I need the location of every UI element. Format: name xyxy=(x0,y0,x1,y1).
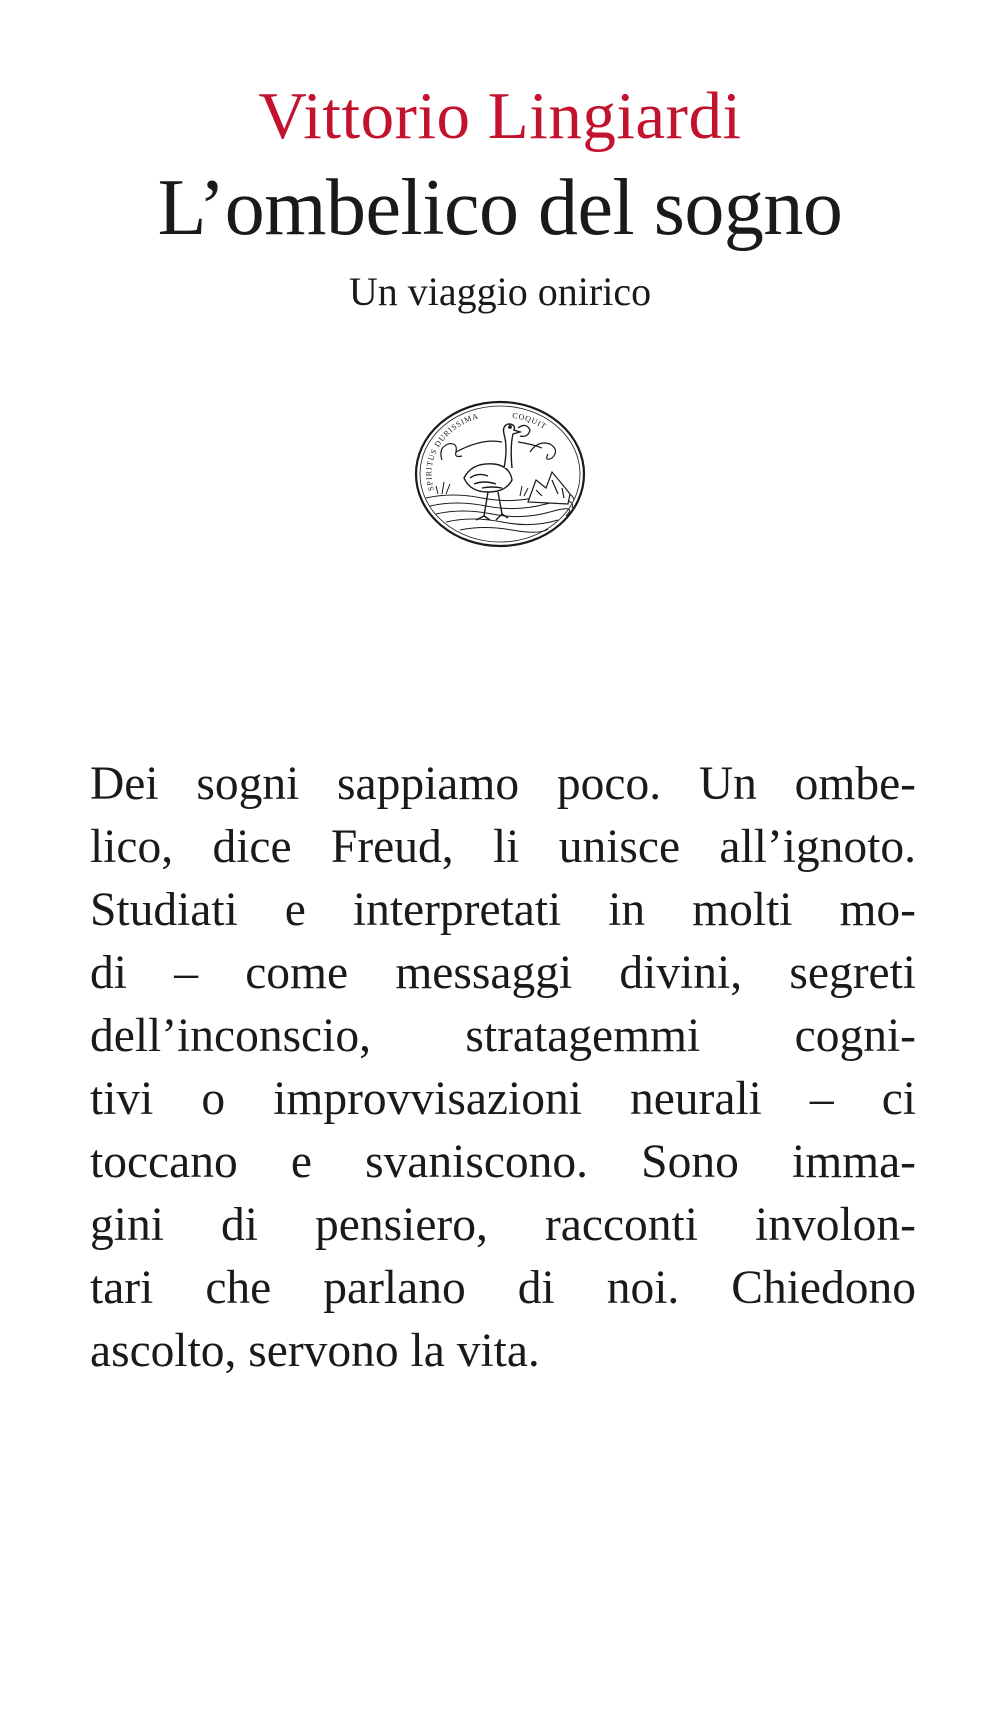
back-blurb xyxy=(90,753,916,1383)
book-title: L’ombelico del sogno xyxy=(157,164,843,252)
blurb-line: dell’inconscio, stratagemmi cogni- xyxy=(90,1010,916,1062)
blurb-line: toccano e svaniscono. Sono imma- xyxy=(90,1136,916,1188)
blurb-line: Studiati e interpretati in molti mo- xyxy=(90,884,916,936)
ostrich-emblem-icon xyxy=(412,398,588,550)
blurb-line: gini di pensiero, racconti involon- xyxy=(90,1199,916,1251)
book-subtitle: Un viaggio onirico xyxy=(348,269,652,314)
emblem-motto-right: COQUIT xyxy=(511,411,549,432)
blurb-line: Dei sogni sappiamo poco. Un ombe- xyxy=(90,758,916,810)
blurb-line: ascolto, servono la vita. xyxy=(90,1325,540,1377)
cover-header xyxy=(0,76,1000,316)
blurb-line: lico, dice Freud, li unisce all’ignoto. xyxy=(90,821,916,873)
blurb-line: tivi o improvvisazioni neurali – ci xyxy=(90,1073,916,1125)
author-name: Vittorio Lingiardi xyxy=(258,79,742,153)
blurb-line: tari che parlano di noi. Chiedono xyxy=(90,1262,916,1314)
emblem-motto-left: SPIRITUS DURISSIMA xyxy=(424,411,480,492)
blurb-line: di – come messaggi divini, segreti xyxy=(90,947,916,999)
